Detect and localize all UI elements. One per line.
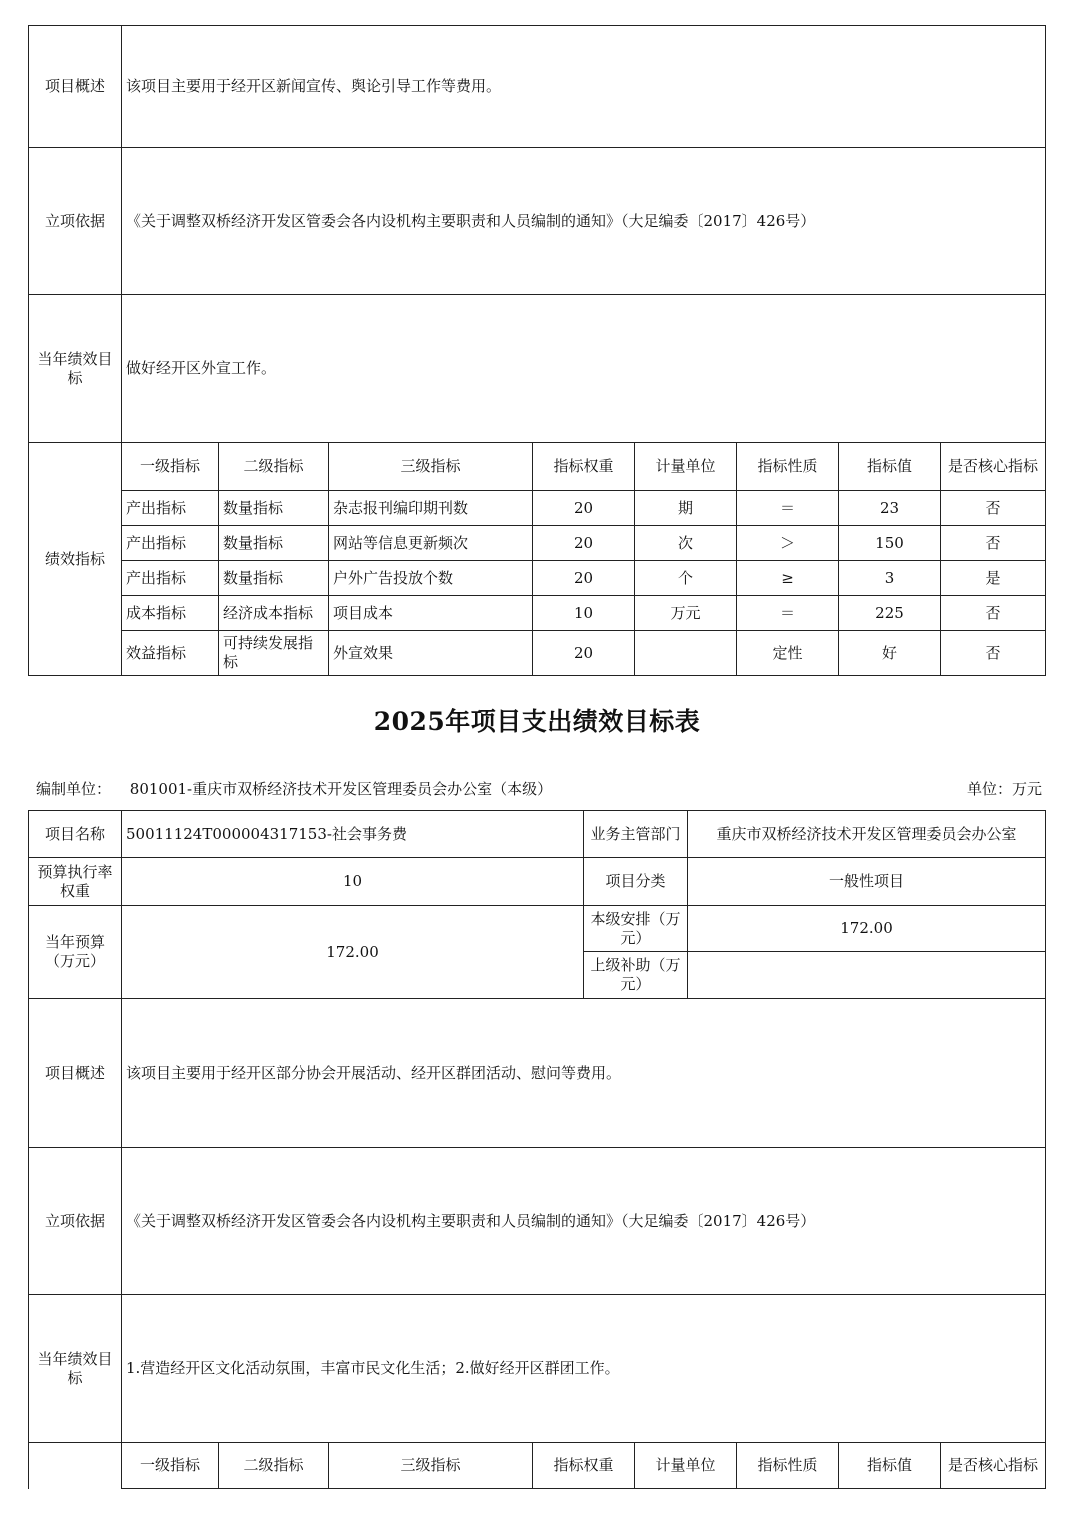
- cell: 好: [839, 631, 941, 676]
- cell: 网站等信息更新频次: [329, 526, 533, 561]
- cell: 否: [941, 631, 1046, 676]
- cell: 数量指标: [219, 526, 329, 561]
- cell: ≥: [737, 561, 839, 596]
- table-row: [29, 596, 1046, 631]
- dept-value: 重庆市双桥经济技术开发区管理委员会办公室: [688, 811, 1046, 858]
- table-row: [29, 491, 1046, 526]
- header-level1: 一级指标: [122, 443, 219, 491]
- cell: ＝: [737, 596, 839, 631]
- header-core: 是否核心指标: [941, 1443, 1046, 1489]
- project-name-value: 50011124T000004317153-社会事务费: [122, 811, 584, 858]
- project1-table: [28, 25, 1046, 676]
- cell: 225: [839, 596, 941, 631]
- cell: 定性: [737, 631, 839, 676]
- dept-label: 业务主管部门: [584, 811, 688, 858]
- project-name-label: 项目名称: [29, 811, 122, 858]
- cell: 20: [533, 561, 635, 596]
- page-title: 2025年项目支出绩效目标表: [373, 707, 701, 736]
- indicators-label: 绩效指标: [29, 443, 122, 676]
- cell: ＞: [737, 526, 839, 561]
- indicators-label-partial: [29, 1443, 122, 1489]
- table-row: [29, 526, 1046, 561]
- compiling-unit: [36, 778, 552, 799]
- local-value: 172.00: [688, 906, 1046, 952]
- cell: 效益指标: [122, 631, 219, 676]
- basis-label: 立项依据: [29, 1148, 122, 1295]
- cell: 数量指标: [219, 561, 329, 596]
- cell: 期: [635, 491, 737, 526]
- header-level3: 三级指标: [329, 443, 533, 491]
- cell: 户外广告投放个数: [329, 561, 533, 596]
- cell: 否: [941, 596, 1046, 631]
- header-level3: 三级指标: [329, 1443, 533, 1489]
- cell: 产出指标: [122, 526, 219, 561]
- cell: 20: [533, 631, 635, 676]
- cell: 经济成本指标: [219, 596, 329, 631]
- cell: ＝: [737, 491, 839, 526]
- header-level1: 一级指标: [122, 1443, 219, 1489]
- header-unit: 计量单位: [635, 443, 737, 491]
- cell: 万元: [635, 596, 737, 631]
- table-row: [29, 631, 1046, 676]
- project2-body-table: [28, 998, 1046, 1489]
- header-weight: 指标权重: [533, 1443, 635, 1489]
- exec-weight-value: 10: [122, 858, 584, 906]
- header-level2: 二级指标: [219, 443, 329, 491]
- local-label: 本级安排（万元）: [584, 906, 688, 952]
- cell: 是: [941, 561, 1046, 596]
- header-nature: 指标性质: [737, 1443, 839, 1489]
- project1-basis: 《关于调整双桥经济开发区管委会各内设机构主要职责和人员编制的通知》（大足编委〔2017〕426号）: [122, 148, 1046, 295]
- table-row: [29, 561, 1046, 596]
- compiling-unit-value: 801001-重庆市双桥经济技术开发区管理委员会办公室（本级）: [129, 780, 553, 798]
- cell: 可持续发展指标: [219, 631, 329, 676]
- cell: 产出指标: [122, 491, 219, 526]
- exec-weight-label: 预算执行率权重: [29, 858, 122, 906]
- project2-basis: 《关于调整双桥经济开发区管委会各内设机构主要职责和人员编制的通知》（大足编委〔2017〕426号）: [122, 1148, 1046, 1295]
- goal-label: 当年绩效目标: [29, 295, 122, 443]
- cell: 10: [533, 596, 635, 631]
- cell: 20: [533, 526, 635, 561]
- cell: 成本指标: [122, 596, 219, 631]
- cell: 3: [839, 561, 941, 596]
- cell: 23: [839, 491, 941, 526]
- header-weight: 指标权重: [533, 443, 635, 491]
- header-level2: 二级指标: [219, 1443, 329, 1489]
- category-value: 一般性项目: [688, 858, 1046, 906]
- header-core: 是否核心指标: [941, 443, 1046, 491]
- cell: [635, 631, 737, 676]
- category-label: 项目分类: [584, 858, 688, 906]
- cell: 150: [839, 526, 941, 561]
- basis-label: 立项依据: [29, 148, 122, 295]
- header-value: 指标值: [839, 1443, 941, 1489]
- cell: 外宣效果: [329, 631, 533, 676]
- cell: 杂志报刊编印期刊数: [329, 491, 533, 526]
- project2-overview: 该项目主要用于经开区部分协会开展活动、经开区群团活动、慰问等费用。: [122, 999, 1046, 1148]
- cell: 产出指标: [122, 561, 219, 596]
- cell: 次: [635, 526, 737, 561]
- project1-goal: 做好经开区外宣工作。: [122, 295, 1046, 443]
- cell: 否: [941, 526, 1046, 561]
- budget-value: 172.00: [122, 906, 584, 999]
- cell: 数量指标: [219, 491, 329, 526]
- cell: 否: [941, 491, 1046, 526]
- goal-label: 当年绩效目标: [29, 1295, 122, 1443]
- project2-goal: 1.营造经开区文化活动氛围，丰富市民文化生活；2.做好经开区群团工作。: [122, 1295, 1046, 1443]
- header-nature: 指标性质: [737, 443, 839, 491]
- header-unit: 计量单位: [635, 1443, 737, 1489]
- project2-header-table: [28, 810, 1046, 999]
- overview-label: 项目概述: [29, 999, 122, 1148]
- cell: 个: [635, 561, 737, 596]
- cell: 20: [533, 491, 635, 526]
- overview-label: 项目概述: [29, 26, 122, 148]
- money-unit: 单位：万元: [966, 780, 1042, 798]
- header-value: 指标值: [839, 443, 941, 491]
- superior-label: 上级补助（万元）: [584, 952, 688, 999]
- cell: 项目成本: [329, 596, 533, 631]
- budget-label: 当年预算（万元）: [29, 906, 122, 999]
- compiling-unit-label: 编制单位：: [36, 780, 112, 798]
- project1-overview: 该项目主要用于经开区新闻宣传、舆论引导工作等费用。: [122, 26, 1046, 148]
- superior-value: [688, 952, 1046, 999]
